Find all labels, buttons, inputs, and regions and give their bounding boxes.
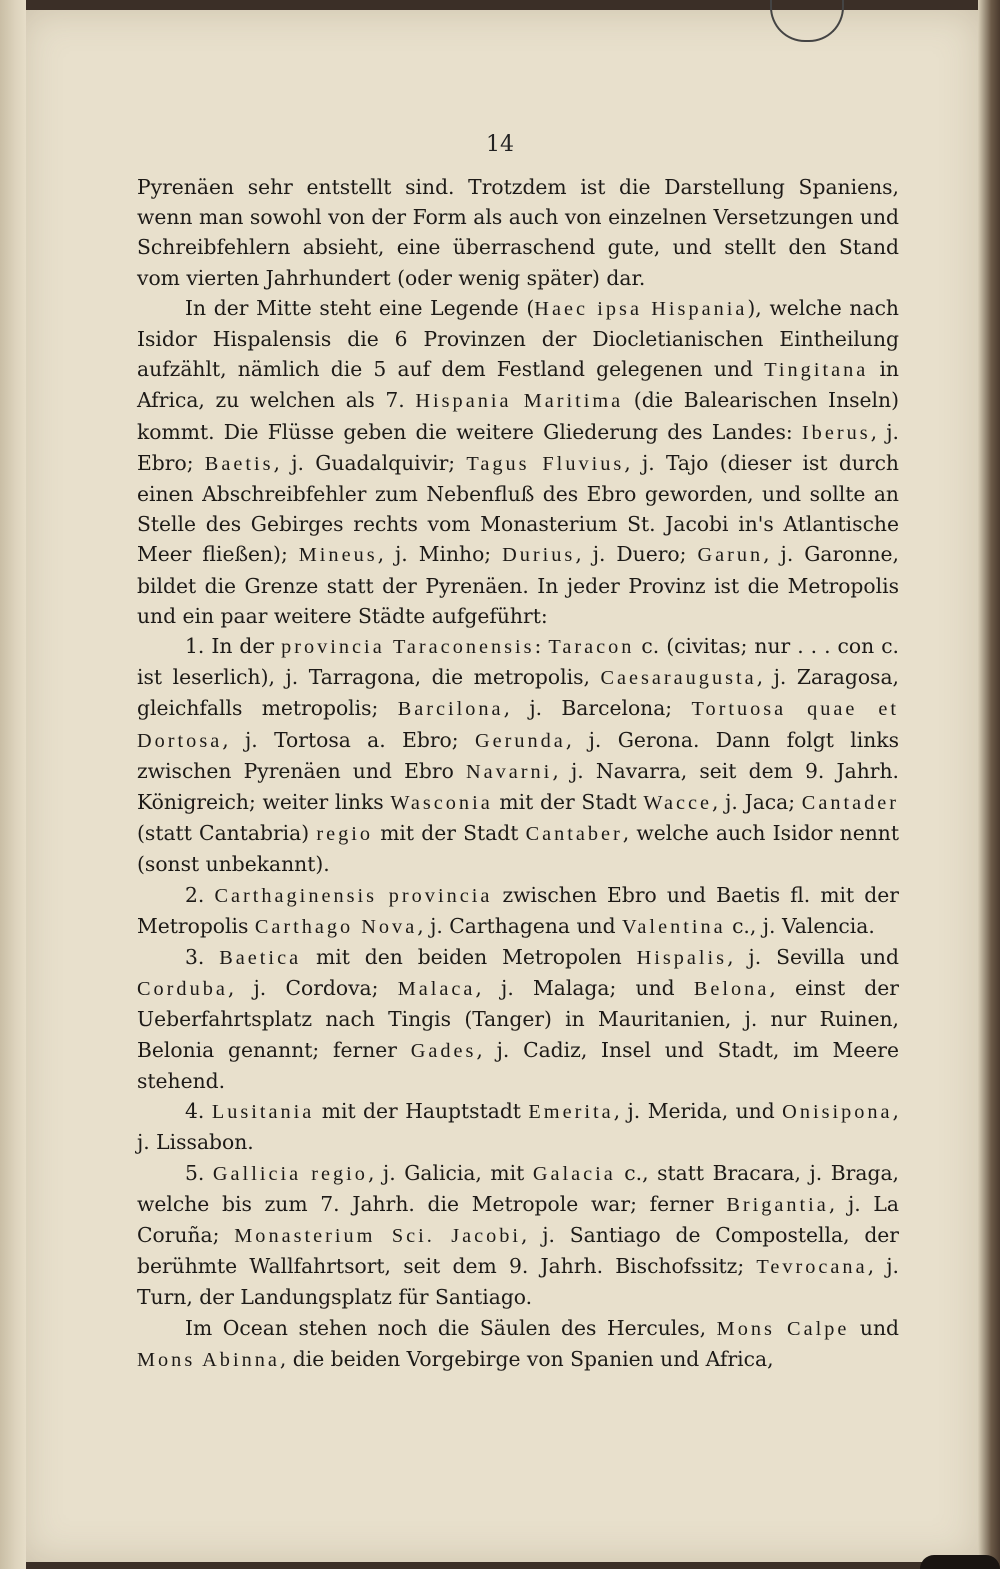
spaced-term: Monasterium Sci. Jacobi xyxy=(234,1224,522,1247)
spaced-term: Caesaraugusta xyxy=(600,667,757,690)
spaced-term: Carthago Nova xyxy=(254,915,418,938)
text-run: (statt Cantabria) xyxy=(137,821,317,846)
spaced-term: Hispania Maritima xyxy=(415,390,624,413)
spaced-term: provincia Taraconensis xyxy=(281,636,535,659)
spaced-term: Gades xyxy=(410,1039,477,1062)
text-run: , j. Malaga; und xyxy=(475,976,694,1001)
page-number: 14 xyxy=(486,132,514,157)
spaced-term: Lusitania xyxy=(211,1101,315,1124)
book-gutter xyxy=(0,0,26,1569)
text-run: , j. Guadalquivir; xyxy=(273,450,467,475)
paragraph xyxy=(137,1158,899,1313)
text-run: ), welche nach Isidor Hispalensis die 6 Provinzen der Diocletianischen Eintheilung aufzählt, nämlich die 5 auf dem Festland gelegenen und xyxy=(137,295,899,382)
spaced-term: Belona xyxy=(693,978,770,1001)
text-run: , j. Sevilla und xyxy=(727,945,899,970)
text-run: , j. Lissabon. xyxy=(137,1099,899,1155)
book-edge xyxy=(978,0,1000,1569)
spaced-term: Durius xyxy=(502,544,576,567)
text-run: mit der Stadt xyxy=(492,790,644,815)
spaced-term: Wasconia xyxy=(390,792,493,815)
text-run: , j. Gerona. Dann folgt links zwischen Pyrenäen und Ebro xyxy=(137,727,900,783)
text-run: , einst der Ueberfahrtsplatz nach Tingis (Tanger) in Mauritanien, j. nur Ruinen, Belonia genannt; ferner xyxy=(137,976,899,1062)
spaced-term: Carthaginensis provincia xyxy=(214,884,493,907)
spaced-term: Cantader xyxy=(801,792,899,815)
spaced-term: Tingitana xyxy=(764,359,869,382)
text-run: , j. Galicia, mit xyxy=(367,1160,533,1185)
text-run: : xyxy=(534,634,549,659)
spaced-term: Mons Abinna xyxy=(137,1348,280,1371)
text-run: , j. Garonne, bildet die Grenze statt der Pyrenäen. In jeder Provinz ist die Metropolis und ein paar weitere Städte aufgeführt: xyxy=(137,542,899,628)
text-run: 4. xyxy=(185,1099,212,1124)
text-run: 5. xyxy=(185,1160,213,1185)
spaced-term: Haec ipsa Hispania xyxy=(534,297,748,320)
text-run: c., statt Bracara, j. Braga, welche bis zum 7. Jahrh. die Metropole war; ferner xyxy=(137,1160,899,1216)
text-run: (die Balearischen Inseln) kommt. Die Flüsse geben die weitere Gliederung des Landes: xyxy=(137,388,900,444)
spaced-term: Malaca xyxy=(397,978,476,1001)
text-run: 1. In der xyxy=(185,634,282,659)
spaced-term: Gerunda xyxy=(474,729,566,752)
text-run: , die beiden Vorgebirge von Spanien und Africa, xyxy=(279,1346,774,1371)
text-run: , j. Santiago de Compostella, der berühmte Wallfahrtsort, seit dem 9. Jahrh. Bischofssitz; xyxy=(137,1222,899,1279)
spaced-term: Barcilona xyxy=(397,698,504,721)
spaced-term: Tortuosa quae et Dortosa xyxy=(137,698,899,752)
text-run: , j. Minho; xyxy=(377,542,503,567)
text-run: Im Ocean stehen noch die Säulen des Hercules, xyxy=(185,1315,717,1340)
text-run: mit der Hauptstadt xyxy=(314,1099,529,1124)
text-run: In der Mitte steht eine Legende ( xyxy=(185,295,535,320)
text-run: in Africa, zu welchen als 7. xyxy=(137,357,899,413)
text-run: , j. Merida, und xyxy=(613,1099,783,1124)
spaced-term: Brigantia xyxy=(726,1193,829,1216)
text-run: , j. Barcelona; xyxy=(503,696,692,721)
spaced-term: Emerita xyxy=(528,1101,614,1124)
spaced-term: Mineus xyxy=(298,544,378,567)
text-run: , j. Zaragosa, gleichfalls metropolis; xyxy=(137,665,899,721)
spaced-term: Onisipona xyxy=(782,1101,893,1124)
paragraph xyxy=(137,942,899,1096)
text-run: , j. Carthagena und xyxy=(417,913,623,938)
spaced-term: Taracon xyxy=(548,636,635,659)
text-run: zwischen Ebro und Baetis fl. mit der Metropolis xyxy=(137,882,899,938)
text-run: , j. Ebro; xyxy=(137,419,899,475)
spaced-term: Navarni xyxy=(465,760,553,783)
text-run: , j. Jaca; xyxy=(711,790,802,815)
text-run: c. (civitas; nur . . . con c. ist leserlich), j. Tarragona, die metropolis, xyxy=(137,634,899,690)
text-run: , j. Duero; xyxy=(575,542,698,567)
spaced-term: Galacia xyxy=(532,1162,616,1185)
spaced-term: Gallicia regio xyxy=(212,1162,368,1185)
spaced-term: Valentina xyxy=(622,915,726,938)
spaced-term: Baetica xyxy=(219,947,302,970)
paragraph xyxy=(137,1096,899,1157)
paragraph xyxy=(137,631,899,880)
text-run: und xyxy=(849,1315,900,1340)
spaced-term: Baetis xyxy=(204,452,274,475)
text-run: mit den beiden Metropolen xyxy=(301,945,637,970)
spaced-term: Tevrocana xyxy=(756,1256,868,1279)
paragraph xyxy=(137,1313,899,1375)
paragraph xyxy=(137,293,899,631)
text-run: , j. Cordova; xyxy=(227,976,398,1001)
text-run: c., j. Valencia. xyxy=(725,913,875,938)
page-tab-mark xyxy=(920,1555,1000,1569)
spaced-term: Tagus Fluvius xyxy=(466,452,625,475)
spaced-term: Cantaber xyxy=(525,823,623,846)
text-run: , j. Tortosa a. Ebro; xyxy=(222,727,475,752)
spaced-term: Hispalis xyxy=(636,947,728,970)
paragraph xyxy=(137,172,899,293)
text-run: 3. xyxy=(185,945,220,970)
text-run: , j. Navarra, seit dem 9. Jahrh. Königreich; weiter links xyxy=(137,758,900,815)
spaced-term: Iberus xyxy=(801,421,871,444)
text-run: , j. Turn, der Landungsplatz für Santiago. xyxy=(137,1254,899,1310)
text-run: mit der Stadt xyxy=(373,821,526,846)
text-run: , j. La Coruña; xyxy=(137,1191,899,1247)
body-text xyxy=(137,172,899,1375)
spaced-term: Wacce xyxy=(643,792,712,815)
text-run: , j. Tajo (dieser ist durch einen Abschreibfehler zum Nebenfluß des Ebro geworden, und sollte an Stelle des Gebirges rechts vom Monasterium St. Jacobi in's Atlantische Meer fließen); xyxy=(137,450,899,567)
spaced-term: Garun xyxy=(697,544,764,567)
text-run: Pyrenäen sehr entstellt sind. Trotzdem ist die Darstellung Spaniens, wenn man sowohl von der Form als auch von einzelnen Versetzungen und Schreibfehlern absieht, eine überraschend gute, und stellt den Stand vom vierten Jahrhundert (oder wenig später) dar. xyxy=(137,175,899,290)
text-run: , welche auch Isidor nennt (sonst unbekannt). xyxy=(137,821,899,877)
spaced-term: Corduba xyxy=(137,978,228,1001)
spaced-term: Mons Calpe xyxy=(716,1317,850,1340)
text-run: 2. xyxy=(185,882,215,907)
text-run: , j. Cadiz, Insel und Stadt, im Meere stehend. xyxy=(137,1037,900,1093)
paragraph xyxy=(137,880,899,942)
spaced-term: regio xyxy=(316,823,373,846)
